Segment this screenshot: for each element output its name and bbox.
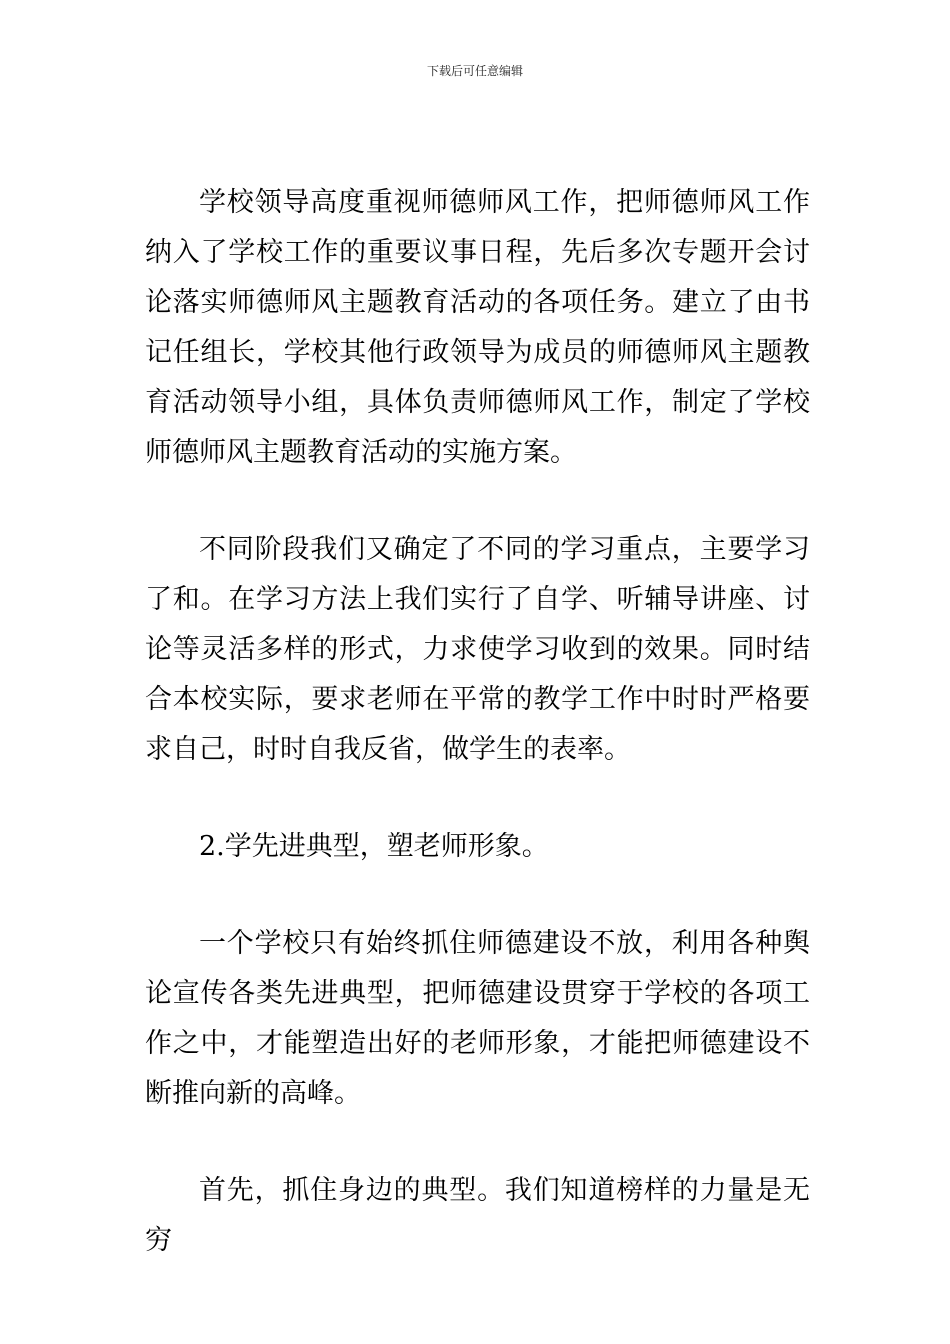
paragraph-ethics-building: 一个学校只有始终抓住师德建设不放，利用各种舆论宣传各类先进典型，把师德建设贯穿于学校的各项工作之中，才能塑造出好的老师形象，才能把师德建设不断推向新的高峰。 xyxy=(145,928,810,1109)
paragraph-nearby-models: 首先，抓住身边的典型。我们知道榜样的力量是无穷 xyxy=(145,1175,810,1256)
document-body xyxy=(145,178,810,1313)
paragraph-leadership: 学校领导高度重视师德师风工作，把师德师风工作纳入了学校工作的重要议事日程，先后多次专题开会讨论落实师德师风主题教育活动的各项任务。建立了由书记任组长，学校其他行政领导为成员的师德师风主题教育活动领导小组，具体负责师德师风工作，制定了学校师德师风主题教育活动的实施方案。 xyxy=(145,187,810,468)
page-header-note: 下载后可任意编辑 xyxy=(426,64,523,78)
paragraph-study-focus: 不同阶段我们又确定了不同的学习重点，主要学习了和。在学习方法上我们实行了自学、听辅导讲座、讨论等灵活多样的形式，力求使学习收到的效果。同时结合本校实际，要求老师在平常的教学工作中时时严格要求自己，时时自我反省，做学生的表率。 xyxy=(145,534,810,765)
section-heading-role-models: 2.学先进典型，塑老师形象。 xyxy=(199,831,549,862)
